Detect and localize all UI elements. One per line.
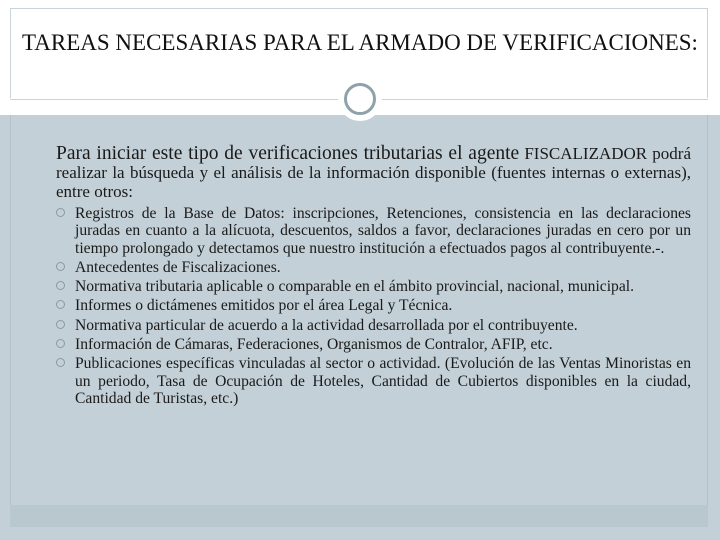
slide-title: TAREAS NECESARIAS PARA EL ARMADO DE VERIFICACIONES:: [22, 30, 698, 55]
bullet-circle-icon: [56, 208, 65, 217]
bullet-list: [56, 205, 691, 407]
bottom-band: [10, 505, 708, 527]
slide-content: [56, 144, 691, 409]
bullet-circle-icon: [56, 281, 65, 290]
intro-rest: FISCALIZADOR podrá realizar la búsqueda y el análisis de la información disponible (fuentes internas o externas), entre otros:: [56, 144, 691, 201]
intro-paragraph: [56, 144, 691, 201]
list-item: Normativa particular de acuerdo a la actividad desarrollada por el contribuyente.: [56, 317, 691, 334]
list-item: Normativa tributaria aplicable o comparable en el ámbito provincial, nacional, municipal.: [56, 278, 691, 295]
bullet-circle-icon: [56, 320, 65, 329]
intro-lead: Para iniciar este tipo de verificaciones tributarias el agente: [56, 143, 520, 164]
bullet-circle-icon: [56, 358, 65, 367]
divider-ring-icon: [341, 80, 379, 118]
bullet-circle-icon: [56, 262, 65, 271]
list-item: Antecedentes de Fiscalizaciones.: [56, 259, 691, 276]
bullet-circle-icon: [56, 339, 65, 348]
bullet-circle-icon: [56, 300, 65, 309]
list-item: Información de Cámaras, Federaciones, Organismos de Contralor, AFIP, etc.: [56, 336, 691, 353]
list-item: Publicaciones específicas vinculadas al sector o actividad. (Evolución de las Ventas Minoristas en un periodo, Tasa de Ocupación de Hoteles, Cantidad de Cubiertos disponibles en la ciudad, Cantidad de Turistas, etc.): [56, 355, 691, 407]
list-item: Informes o dictámenes emitidos por el área Legal y Técnica.: [56, 297, 691, 314]
list-item: Registros de la Base de Datos: inscripciones, Retenciones, consistencia en las declaraciones juradas en cuanto a la alícuota, descuentos, saldos a favor, declaraciones juradas en cero por un tiempo prolongado y detectamos que nuestro institución a efectuados pagos al contribuyente.-.: [56, 205, 691, 257]
